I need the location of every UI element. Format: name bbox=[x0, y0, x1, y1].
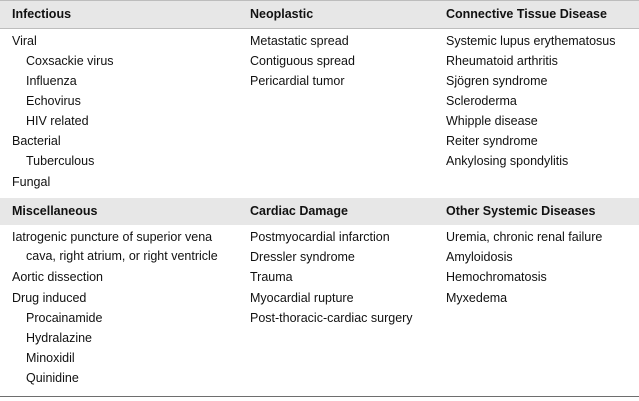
list-item: Pericardial tumor bbox=[250, 74, 345, 88]
list-item: Ankylosing spondylitis bbox=[446, 154, 569, 168]
list-item: Trauma bbox=[250, 270, 293, 284]
list-item: Aortic dissection bbox=[12, 270, 104, 284]
list-item: Systemic lupus erythematosus bbox=[446, 34, 616, 48]
list-item: Postmyocardial infarction bbox=[250, 230, 390, 244]
list-item: Scleroderma bbox=[446, 94, 517, 108]
header-infectious: Infectious bbox=[12, 7, 72, 21]
header-cardiac-damage: Cardiac Damage bbox=[250, 204, 348, 218]
list-item: Sjögren syndrome bbox=[446, 74, 548, 88]
list-item: Myocardial rupture bbox=[250, 291, 354, 305]
list-item: Contiguous spread bbox=[250, 54, 355, 68]
list-item: Viral bbox=[12, 34, 37, 48]
list-item: Bacterial bbox=[12, 134, 61, 148]
list-item: Metastatic spread bbox=[250, 34, 349, 48]
list-item: Hydralazine bbox=[26, 331, 93, 345]
list-item: Post-thoracic-cardiac surgery bbox=[250, 311, 413, 325]
list-item: Uremia, chronic renal failure bbox=[446, 230, 603, 244]
header-connective-tissue-disease: Connective Tissue Disease bbox=[446, 7, 607, 21]
header-neoplastic: Neoplastic bbox=[250, 7, 314, 21]
table-bottom-rule bbox=[0, 396, 639, 397]
list-item: Procainamide bbox=[26, 311, 103, 325]
list-item: cava, right atrium, or right ventricle bbox=[26, 249, 218, 263]
list-item: Tuberculous bbox=[26, 154, 95, 168]
list-item: Dressler syndrome bbox=[250, 250, 355, 264]
list-item: Echovirus bbox=[26, 94, 81, 108]
list-item: Rheumatoid arthritis bbox=[446, 54, 558, 68]
list-item: Myxedema bbox=[446, 291, 508, 305]
list-item: Coxsackie virus bbox=[26, 54, 114, 68]
list-item: Reiter syndrome bbox=[446, 134, 538, 148]
list-item: Whipple disease bbox=[446, 114, 538, 128]
list-item: Drug induced bbox=[12, 291, 87, 305]
header-miscellaneous: Miscellaneous bbox=[12, 204, 98, 218]
header-other-systemic-diseases: Other Systemic Diseases bbox=[446, 204, 596, 218]
list-item: Minoxidil bbox=[26, 351, 75, 365]
list-item: Hemochromatosis bbox=[446, 270, 547, 284]
list-item: Influenza bbox=[26, 74, 77, 88]
list-item: Quinidine bbox=[26, 371, 79, 385]
list-item: Iatrogenic puncture of superior vena bbox=[12, 230, 213, 244]
list-item: Fungal bbox=[12, 175, 51, 189]
list-item: HIV related bbox=[26, 114, 89, 128]
list-item: Amyloidosis bbox=[446, 250, 513, 264]
